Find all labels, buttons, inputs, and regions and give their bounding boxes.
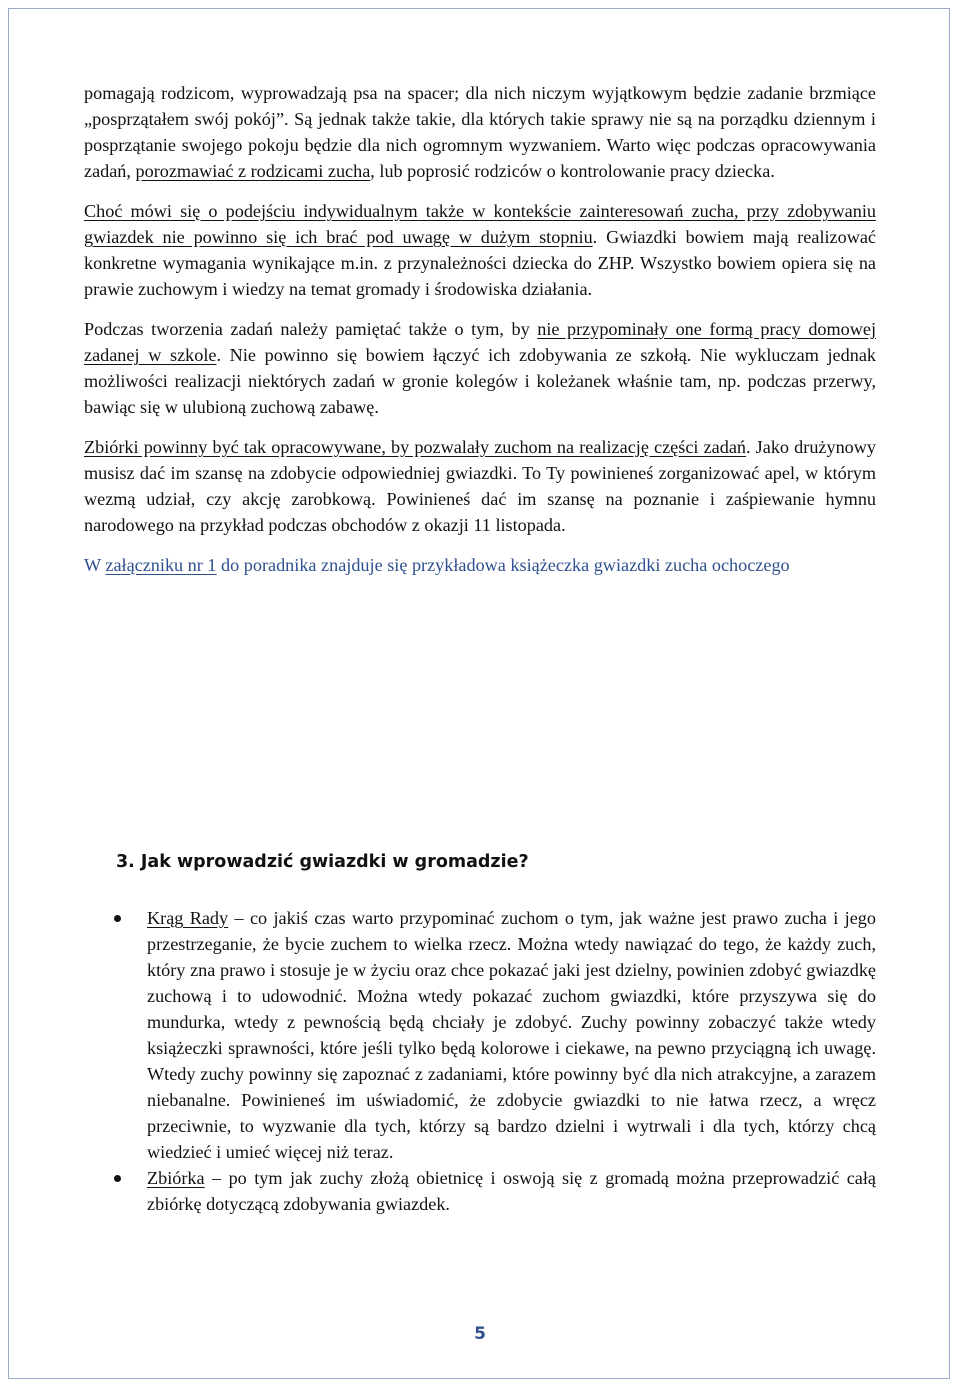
paragraph-3-text-end: . Nie powinno się bowiem łączyć ich zdobywania ze szkołą. Nie wykluczam jednak możliwości realizacji niektórych zadań w gronie kolegów i koleżanek właśnie tam, np. podczas przerwy, bawiąc się w ulubioną zuchową zabawę. bbox=[84, 345, 876, 417]
bullet-icon bbox=[114, 1175, 121, 1182]
paragraph-4-text: . Jako drużynowy musisz dać im szansę na zdobycie odpowiedniej gwiazdki. To Ty powinieneś zorganizować apel, w którym wezmą udział, czy akcję zarobkową. Powinieneś dać im szansę na poznanie i zaśpiewanie hymnu narodowego na przykład podczas obchodów z okazji 11 listopada. bbox=[84, 437, 876, 535]
list-item-term: Krąg Rady bbox=[147, 908, 229, 928]
paragraph-1 bbox=[84, 80, 876, 184]
paragraph-2 bbox=[84, 198, 876, 302]
paragraph-3-text: Podczas tworzenia zadań należy pamiętać także o tym, by bbox=[84, 319, 538, 339]
paragraph-2-text: . Gwiazdki bowiem mają realizować konkretne wymagania wynikające m.in. z przynależności dziecka do ZHP. Wszystko bowiem opiera się na prawie zuchowym i wiedzy na temat gromady i środowiska działania. bbox=[84, 227, 876, 299]
bullet-icon bbox=[114, 915, 121, 922]
paragraph-3-underlined: nie przypominały one formą pracy domowej zadanej w szkole bbox=[84, 319, 877, 365]
attachment-note-text-end: do poradnika znajduje się przykładowa książeczka gwiazdki zucha ochoczego bbox=[216, 555, 790, 575]
list-item bbox=[84, 1165, 876, 1217]
list-item-text: – co jakiś czas warto przypominać zuchom o tym, jak ważne jest prawo zucha i jego przestrzeganie, że bycie zuchem to wielka rzecz. Można wtedy nawiązać do tego, że każdy zuch, który zna prawo i stosuje je w życiu oraz chce pokazać jaki jest dzielny, powinien zdobyć gwiazdkę zuchową i to udowodnić. Można wtedy pokazać zuchom gwiazdki, które przyszywa się do mundurka, wtedy z pewnością będą chciały je zdobyć. Zuchy powinny zobaczyć także wtedy książeczki sprawności, które jeśli tylko będą kolorowe i ciekawe, na pewno przyciągną ich uwagę. Wtedy zuchy powinny się zapoznać z zadaniami, które powinny być dla nich atrakcyjne, a zarazem niebanalne. Powinieneś im uświadomić, że zdobycie gwiazdki to nie łatwa rzecz, a wręcz przeciwnie, to wyzwanie dla tych, którzy są bardzo dzielni i wytrwali i dla tych, którzy chcą wiedzieć i umieć więcej niż teraz. bbox=[147, 908, 876, 1162]
attachment-link[interactable]: załączniku nr 1 bbox=[105, 555, 217, 575]
paragraph-4 bbox=[84, 434, 876, 538]
attachment-note bbox=[84, 552, 876, 578]
paragraph-1-text-end: , lub poprosić rodziców o kontrolowanie pracy dziecka. bbox=[370, 161, 775, 181]
section-heading: 3. Jak wprowadzić gwiazdki w gromadzie? bbox=[116, 852, 529, 872]
document-body bbox=[84, 80, 876, 592]
list-item-text: – po tym jak zuchy złożą obietnicę i oswoją się z gromadą można przeprowadzić całą zbiórkę dotyczącą zdobywania gwiazdek. bbox=[147, 1168, 876, 1214]
paragraph-1-text: pomagają rodzicom, wyprowadzają psa na spacer; dla nich niczym wyjątkowym będzie zadanie brzmiące „posprzątałem swój pokój”. Są jednak także takie, dla których takie sprawy nie są na porządku dziennym i posprzątanie swojego pokoju będzie dla nich ogromnym wyzwaniem. Warto więc podczas opracowywania zadań, bbox=[84, 83, 876, 181]
paragraph-4-underlined: Zbiórki powinny być tak opracowywane, by pozwalały zuchom na realizację części zadań bbox=[84, 437, 746, 457]
list-item-term: Zbiórka bbox=[147, 1168, 205, 1188]
paragraph-2-underlined: Choć mówi się o podejściu indywidualnym także w kontekście zainteresowań zucha, przy zdobywaniu gwiazdek nie powinno się ich brać pod uwagę w dużym stopniu bbox=[84, 201, 876, 247]
paragraph-1-underlined: porozmawiać z rodzicami zucha bbox=[135, 161, 371, 181]
paragraph-3 bbox=[84, 316, 876, 420]
list-item bbox=[84, 905, 876, 1165]
bullet-list bbox=[84, 905, 876, 1217]
page-number: 5 bbox=[474, 1324, 486, 1344]
attachment-note-text: W bbox=[84, 555, 106, 575]
